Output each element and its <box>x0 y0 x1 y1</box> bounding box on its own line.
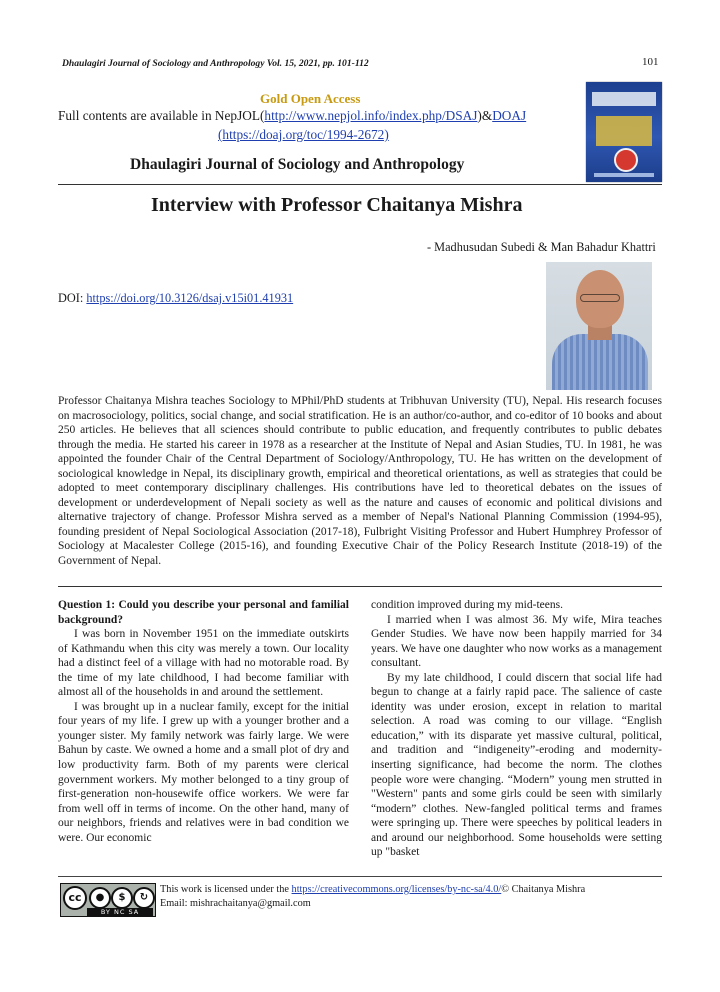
portrait-shirt <box>552 334 648 390</box>
full-contents-prefix: Full contents are available in NepJOL( <box>58 108 265 123</box>
doi-line <box>58 291 293 306</box>
divider-middle <box>58 586 662 587</box>
author-bio: Professor Chaitanya Mishra teaches Sociology to MPhil/PhD students at Tribhuvan University (TU), Nepal. His research focuses on macrosociology, politics, social change, and social stratification. He is an author/co-author, and co-editor of 10 books and about 250 articles. He believes that all sciences should contribute to public education, and frequently contributes to public debates through the media. He started his career in 1978 as a researcher at the Institute of Nepal and Asian Studies, TU. In 1981, he was appointed the founder Chair of the Central Department of Sociology/Anthropology, TU. He has written on the development of sociological knowledge in Nepal, its disciplinary growth, empirical and theoretical orientations, as well as strategies that could be adopted to meet contemporary disciplinary challenges. His contributions have led to theoretical debates on the issues of development or underdevelopment of Nepali society as well as the nature and causes of economic and political divisions and alternative trajectory of change. Professor Mishra served as a member of Nepal's National Planning Commission (1994-95), founding president of Nepal Sociological Association (2017-18), Fulbright Visiting Professor and Hubert Humphrey Professor of Sociology at Macalester College (2015-16), and founding Executive Chair of the Policy Research Institute (2018-19) of the Government of Nepal. <box>58 395 662 567</box>
university-seal-icon <box>614 148 638 172</box>
license-holder: © Chaitanya Mishra <box>501 884 586 895</box>
license-link[interactable]: https://creativecommons.org/licenses/by-nc-sa/4.0/ <box>291 884 502 895</box>
cover-title-band <box>592 92 656 106</box>
cc-logo-icon: cc <box>63 886 87 910</box>
cc-license-terms: BY NC SA <box>87 908 153 916</box>
divider-bottom <box>58 876 662 877</box>
nepjol-link[interactable]: http://www.nepjol.info/index.php/DSAJ <box>264 108 478 123</box>
doaj-url-link[interactable]: (https://doaj.org/toc/1994-2672) <box>218 127 389 142</box>
body-column-right <box>371 598 662 860</box>
cover-footer-band <box>594 173 654 177</box>
noncommercial-icon: $ <box>111 887 133 909</box>
body-column-left <box>58 598 349 845</box>
body-paragraph: By my late childhood, I could discern that social life had begun to change at a fairly rapid pace. The salience of caste identity was under erosion, except in relation to marital selection. A road was coming to our village. “English education,” with its disparate yet massive cultural, political, and tradition and “indigeneity”-eroding and modernity-inserting significance, had become the norm. The clothes people wore were changing. “Modern” young men strutted in "Western" pants and some girls could be seen with similarly “modern” clothes. New-fangled political terms and frames were springing up. There were speeches by political leaders in and around our neighborhood. Some households were setting up "basket <box>371 671 662 859</box>
article-authors: - Madhusudan Subedi & Man Bahadur Khattri <box>427 240 656 254</box>
body-paragraph: I was born in November 1951 on the immediate outskirts of Kathmandu when this city was merely a town. Our locality had a distinct feel of a village with had no motorable road. By the time of my late childhood, I had become familiar with almost all of the households in and around the settlement. <box>58 628 349 699</box>
full-contents-mid: )& <box>477 108 493 123</box>
running-header: Dhaulagiri Journal of Sociology and Anthropology Vol. 15, 2021, pp. 101-112 <box>62 58 369 69</box>
divider-top <box>58 184 662 185</box>
body-paragraph: condition improved during my mid-teens. <box>371 599 563 611</box>
creative-commons-badge <box>60 883 156 917</box>
doi-label: DOI: <box>58 291 87 305</box>
doaj-link[interactable]: DOAJ <box>492 108 527 123</box>
full-contents-line <box>58 108 526 124</box>
sharealike-icon: ↻ <box>133 887 155 909</box>
portrait-glasses <box>580 294 620 302</box>
attribution-person-icon: ● <box>89 887 111 909</box>
journal-title: Dhaulagiri Journal of Sociology and Anthropology <box>130 156 465 173</box>
gold-open-access-label: Gold Open Access <box>260 91 361 106</box>
body-paragraph: I was brought up in a nuclear family, except for the initial four years of my life. I grew up with a younger brother and a younger sister. My family network was fairly large. We were Bahun by caste. We owned a home and a small plot of dry and low productivity farm. Both of my parents were clerical government workers. My mother belonged to a tiny group of first-generation non-housewife office workers. We were far from well off in terms of income. On the other hand, many of our neighbors, friends and relatives were in bad condition we were. Our economic <box>58 700 349 844</box>
license-line <box>160 884 585 895</box>
question-heading: Question 1: Could you describe your personal and familial background? <box>58 599 349 626</box>
author-email: Email: mishrachaitanya@gmail.com <box>160 898 311 909</box>
license-prefix: This work is licensed under the <box>160 884 292 895</box>
author-portrait-photo <box>546 262 652 390</box>
body-paragraph: I married when I was almost 36. My wife, Mira teaches Gender Studies. We have now been happily married for 34 years. We have one daughter who now works as a management consultant. <box>371 613 662 670</box>
doi-link[interactable]: https://doi.org/10.3126/dsaj.v15i01.41931 <box>86 291 294 305</box>
cover-text-block <box>596 116 652 146</box>
journal-cover-image <box>586 82 662 182</box>
article-title: Interview with Professor Chaitanya Mishra <box>151 194 523 216</box>
page-number: 101 <box>642 56 659 68</box>
